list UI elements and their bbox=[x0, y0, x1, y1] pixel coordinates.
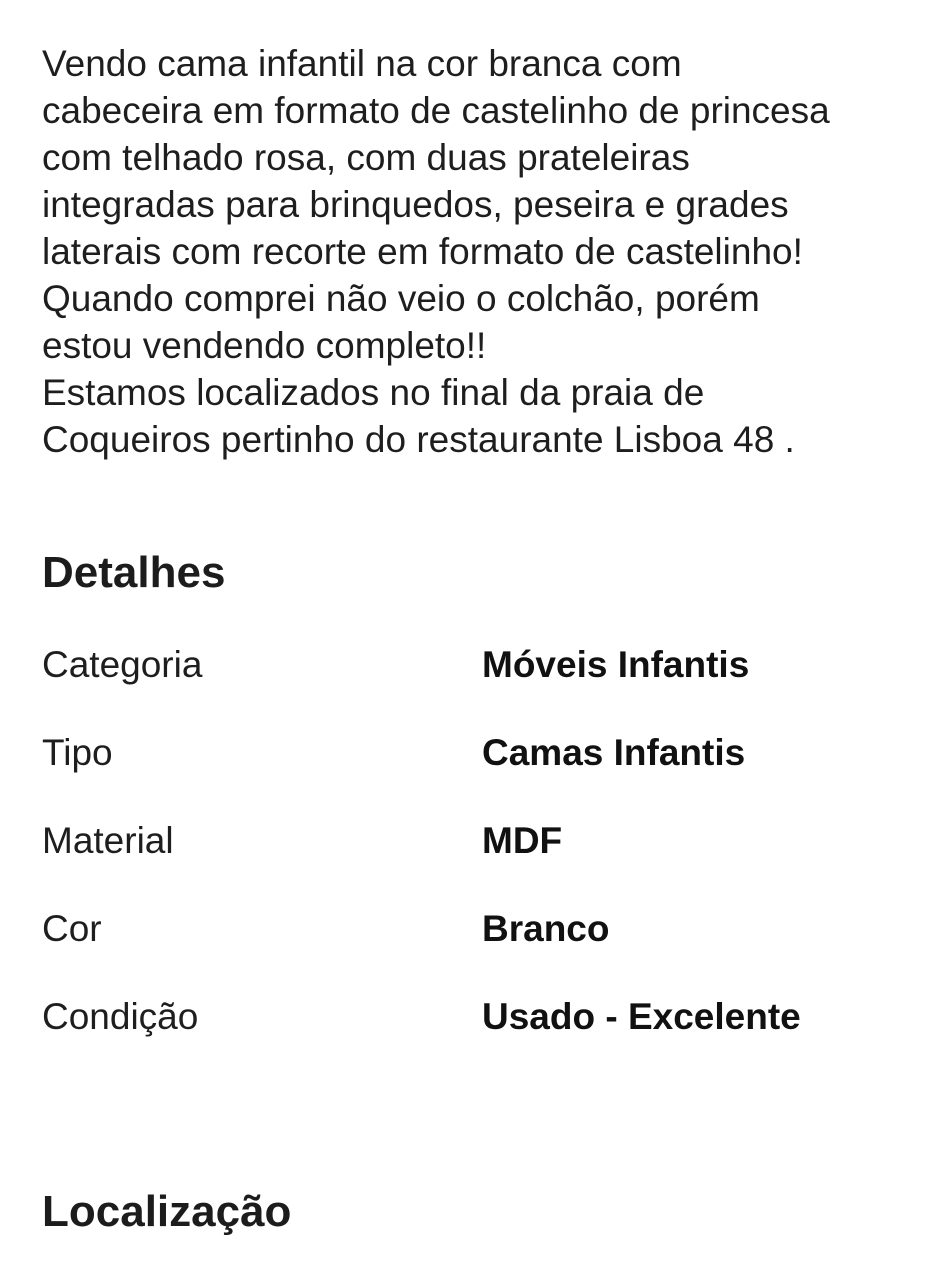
description-line: com telhado rosa, com duas prateleiras bbox=[42, 137, 690, 178]
detail-row-type bbox=[42, 728, 902, 816]
description-line: estou vendendo completo!! bbox=[42, 325, 487, 366]
detail-value: Móveis Infantis bbox=[482, 644, 750, 685]
details-list bbox=[42, 640, 902, 1080]
description-line: Vendo cama infantil na cor branca com bbox=[42, 43, 682, 84]
details-section-title: Detalhes bbox=[42, 548, 226, 597]
description-line: Quando comprei não veio o colchão, porém bbox=[42, 278, 760, 319]
detail-value: Camas Infantis bbox=[482, 732, 746, 773]
detail-label: Condição bbox=[42, 996, 199, 1037]
location-section-title: Localização bbox=[42, 1187, 292, 1236]
detail-row-condition bbox=[42, 992, 902, 1080]
description-line: cabeceira em formato de castelinho de princesa bbox=[42, 90, 830, 131]
detail-label: Cor bbox=[42, 908, 102, 949]
description-line: integradas para brinquedos, peseira e grades bbox=[42, 184, 789, 225]
detail-label: Material bbox=[42, 820, 174, 861]
listing-description bbox=[42, 40, 922, 463]
description-line: laterais com recorte em formato de castelinho! bbox=[42, 231, 803, 272]
description-line: Estamos localizados no final da praia de bbox=[42, 372, 705, 413]
detail-value: MDF bbox=[482, 820, 563, 861]
detail-row-material bbox=[42, 816, 902, 904]
description-line: Coqueiros pertinho do restaurante Lisboa 48 . bbox=[42, 419, 795, 460]
detail-row-color bbox=[42, 904, 902, 992]
detail-value: Branco bbox=[482, 908, 610, 949]
detail-row-category bbox=[42, 640, 902, 728]
detail-value: Usado - Excelente bbox=[482, 996, 801, 1037]
detail-label: Categoria bbox=[42, 644, 203, 685]
detail-label: Tipo bbox=[42, 732, 113, 773]
